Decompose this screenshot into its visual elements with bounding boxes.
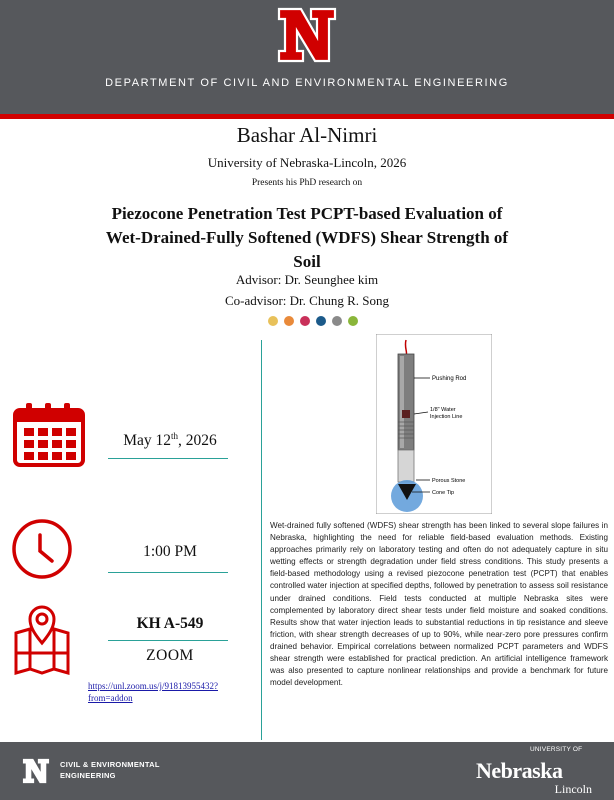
diagram-label-tip: Cone Tip <box>432 490 455 496</box>
decorative-dots <box>268 316 358 326</box>
diagram-label-stone: Porous Stone <box>432 478 466 484</box>
unl-wordmark <box>476 746 596 796</box>
decor-dot-2 <box>300 316 310 326</box>
map-location-icon <box>14 603 70 675</box>
presenter-affiliation: University of Nebraska-Lincoln, 2026 <box>207 155 407 170</box>
column-divider <box>261 340 262 740</box>
event-room: KH A-549 <box>136 615 204 632</box>
room-underline <box>108 640 228 641</box>
coadvisor: Co-advisor: Dr. Chung R. Song <box>225 293 389 308</box>
zoom-link[interactable]: https://unl.zoom.us/j/91813955432?from=addon <box>88 681 218 703</box>
piezocone-diagram <box>376 334 492 514</box>
wordmark-nebraska: Nebraska <box>476 758 563 783</box>
date-underline <box>108 458 228 459</box>
clock-icon <box>10 517 74 581</box>
event-time: 1:00 PM <box>143 543 197 560</box>
header-accent-rule <box>0 114 614 119</box>
decor-dot-0 <box>268 316 278 326</box>
diagram-label-water-1: 1/8" Water <box>430 407 456 413</box>
diagram-label-water-2: Injection Line <box>430 414 463 420</box>
decor-dot-1 <box>284 316 294 326</box>
talk-title: Piezocone Penetration Test PCPT-based Evaluation of Wet-Drained-Fully Softened (WDFS) Shear Strength of Soil <box>105 204 509 271</box>
calendar-icon <box>12 402 86 468</box>
decor-dot-4 <box>332 316 342 326</box>
nebraska-n-logo-icon <box>277 7 337 63</box>
time-underline <box>108 572 228 573</box>
footer-nebraska-n-icon <box>22 756 50 786</box>
header-banner <box>0 0 614 114</box>
diagram-label-rod: Pushing Rod <box>432 376 467 382</box>
presenter-name: Bashar Al-Nimri <box>236 123 378 147</box>
event-mode: ZOOM <box>146 647 194 664</box>
decor-dot-5 <box>348 316 358 326</box>
event-date: May 12th, 2026 <box>123 431 217 450</box>
decor-dot-3 <box>316 316 326 326</box>
wordmark-university-of: UNIVERSITY OF <box>530 746 583 753</box>
abstract-text: Wet-drained fully softened (WDFS) shear strength has been linked to several slope failures in Nebraska, highlighting the need for reliable field-based evaluation methods. Existing approaches primarily rely on laboratory testing and often do not adequately capture in situ wetting effects or strength degradation under field stress conditions. This study presents a field-based methodology using a revised piezocone penetration test (PCPT) that enables controlled water injection at specified depths, followed by penetration to assess soil resistance under drained conditions. Field tests conducted at multiple Nebraska sites were complemented by laboratory direct shear tests under field moisture and soaked conditions. Results show that water injection leads to substantial reductions in tip resistance and sleeve friction, with shear strength decreases of up to 90%, while near-zero pore pressures confirm drained behavior. Empirical correlations between normalized PCPT parameters and WDFS shear strength were established for practical prediction. An artificial intelligence framework was also presented to capture nonlinear relationships and provide a benchmark for future model development. <box>270 521 608 688</box>
advisor: Advisor: Dr. Seunghee kim <box>235 272 379 287</box>
wordmark-lincoln: Lincoln <box>554 782 592 796</box>
presents-line: Presents his PhD research on <box>251 178 363 188</box>
footer-banner <box>0 742 614 800</box>
department-name: DEPARTMENT OF CIVIL AND ENVIRONMENTAL ENGINEERING <box>105 77 509 89</box>
footer-department: CIVIL & ENVIRONMENTAL ENGINEERING <box>60 760 160 780</box>
